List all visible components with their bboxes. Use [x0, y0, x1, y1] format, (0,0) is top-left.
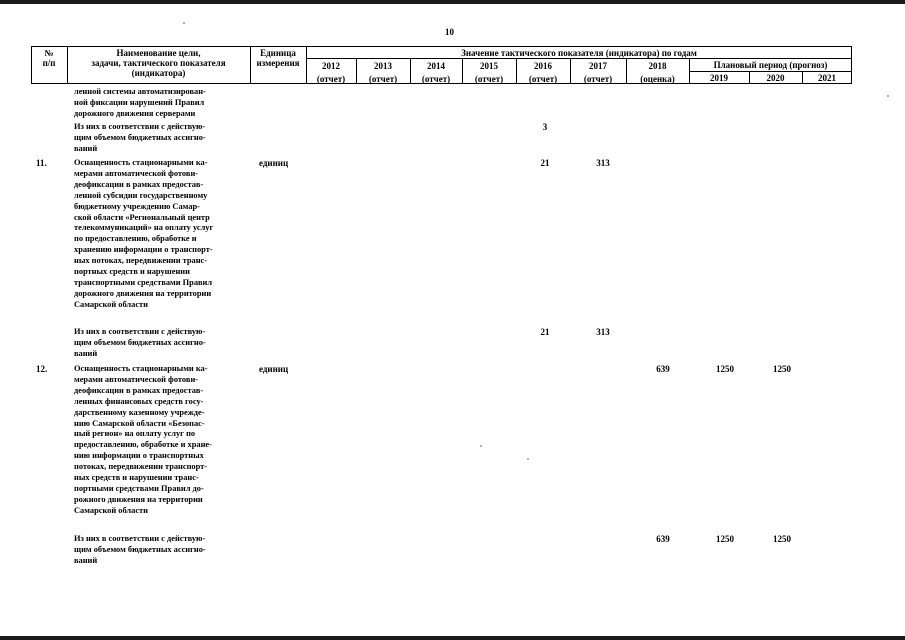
value-2017: 313 — [596, 158, 610, 168]
header-year-label: 2018 — [648, 61, 667, 71]
description-line: Самарской области — [74, 299, 148, 309]
description-line: рожного движения на территории — [74, 494, 203, 504]
header-plan-year-1: 2020 — [766, 73, 785, 83]
description-line: деофиксации в рамках предостав- — [74, 385, 204, 395]
row-description — [74, 534, 244, 567]
description-line: хранению информации о транспорт- — [74, 245, 213, 255]
description-line: Из них в соответствии с действую- — [74, 327, 206, 336]
header-year-4 — [516, 61, 570, 84]
description-line: по предоставлению, обработке и — [74, 234, 197, 244]
description-line: мерами автоматической фотови- — [74, 374, 199, 384]
scan-speck — [183, 22, 185, 24]
description-line: Из них в соответствии с действую- — [74, 534, 206, 543]
header-year-note: (отчет) — [316, 74, 346, 84]
value-2016: 21 — [540, 158, 550, 168]
header-unit-line: Единица — [260, 48, 296, 58]
scan-speck — [887, 95, 889, 97]
header-year-0 — [306, 61, 356, 84]
description-line: предоставлению, обработке и хране- — [74, 440, 212, 450]
page-number: 10 — [445, 27, 454, 37]
value-2020: 1250 — [773, 364, 791, 374]
value-2018: 639 — [656, 534, 670, 544]
description-line: ный регион» на оплату услуг по — [74, 429, 196, 439]
description-line: ных потоках, передвижении транс- — [74, 256, 208, 266]
description-line: ных средств и нарушении транс- — [74, 473, 199, 483]
description-line: мерами автоматической фотови- — [74, 168, 199, 178]
description-line: ваний — [74, 143, 98, 153]
value-2019: 1250 — [716, 364, 734, 374]
description-line: бюджетному учреждению Самар- — [74, 201, 200, 211]
description-line: ваний — [74, 348, 98, 358]
row-number: 12. — [36, 364, 48, 374]
scan-top-edge — [0, 0, 905, 4]
header-num-line: № — [44, 48, 54, 58]
header-values-title: Значение тактического показателя (индикатора) по годам — [461, 48, 697, 58]
header-year-label: 2016 — [534, 61, 552, 71]
header-num-line: п/п — [42, 58, 56, 68]
description-line: нию Самарской области «Безопас- — [74, 418, 205, 428]
description-line: Из них в соответствии с действую- — [74, 122, 206, 131]
header-year-note: (отчет) — [474, 74, 504, 84]
row-unit: единиц — [259, 158, 289, 168]
header-divider — [306, 58, 852, 59]
header-year-2 — [410, 61, 462, 84]
value-2018: 639 — [656, 364, 670, 374]
header-name-line: (индикатора) — [131, 68, 186, 78]
header-unit-line: измерения — [256, 58, 300, 68]
description-line: щим объемом бюджетных ассигно- — [74, 132, 206, 142]
description-line: потоках, передвижении транспорт- — [74, 462, 208, 472]
header-year-3 — [462, 61, 516, 84]
header-name-line: Наименование цели, — [116, 48, 201, 58]
header-plan-year-2: 2021 — [818, 73, 836, 83]
header-year-label: 2014 — [427, 61, 445, 71]
scan-bottom-edge — [0, 636, 905, 640]
description-line: ленной субсидии государственному — [74, 190, 208, 200]
header-divider — [689, 71, 852, 72]
row-number: 11. — [36, 158, 47, 168]
header-year-note: (отчет) — [421, 74, 451, 84]
header-year-label: 2017 — [589, 61, 607, 71]
description-line: нию информации о транспортных — [74, 451, 204, 461]
description-line: портными средствами Правил до- — [74, 483, 204, 493]
header-plan-title: Плановый период (прогноз) — [713, 60, 828, 70]
scan-speck — [527, 458, 529, 460]
header-year-label: 2013 — [374, 61, 392, 71]
description-line: деофиксации в рамках предостав- — [74, 179, 204, 189]
description-line: ной фиксации нарушений Правил — [74, 97, 205, 107]
header-year-1 — [356, 61, 410, 84]
description-line: транспортными средствами Правил — [74, 277, 213, 287]
description-line: дорожного движения на территории — [74, 288, 212, 298]
description-line: ленной системы автоматизирован- — [74, 87, 206, 96]
header-year-note: (отчет) — [368, 74, 398, 84]
value-2020: 1250 — [773, 534, 791, 544]
row-description — [74, 87, 244, 120]
description-line: дорожного движения серверами — [74, 108, 196, 118]
header-name-line: задачи, тактического показателя — [91, 58, 226, 68]
description-line: ской области «Региональный центр — [74, 212, 210, 222]
header-year-note: (оценка) — [640, 74, 675, 84]
header-num — [31, 48, 67, 68]
row-description — [74, 327, 244, 360]
description-line: Оснащенность стационарными ка- — [74, 364, 208, 373]
header-year-6 — [626, 61, 689, 84]
header-unit — [250, 48, 306, 68]
row-description — [74, 158, 244, 311]
description-line: Оснащенность стационарными ка- — [74, 158, 208, 167]
description-line: ленных финансовых средств госу- — [74, 396, 204, 406]
description-line: ваний — [74, 555, 98, 565]
description-line: портных средств и нарушении — [74, 267, 190, 277]
description-line: щим объемом бюджетных ассигно- — [74, 337, 206, 347]
header-year-note: (отчет) — [528, 74, 558, 84]
header-year-label: 2012 — [322, 61, 340, 71]
header-year-label: 2015 — [480, 61, 498, 71]
value-2017: 313 — [596, 327, 610, 337]
description-line: щим объемом бюджетных ассигно- — [74, 544, 206, 554]
row-description — [74, 364, 244, 517]
description-line: дарственному казенному учрежде- — [74, 407, 205, 417]
header-year-5 — [570, 61, 626, 84]
row-unit: единиц — [259, 364, 289, 374]
header-year-note: (отчет) — [583, 74, 613, 84]
header-plan-year-0: 2019 — [710, 73, 728, 83]
value-2019: 1250 — [716, 534, 734, 544]
value-2016: 3 — [542, 122, 548, 132]
value-2016: 21 — [540, 327, 550, 337]
description-line: телекоммуникаций» на оплату услуг — [74, 223, 214, 233]
scan-speck — [480, 445, 482, 447]
description-line: Самарской области — [74, 505, 148, 515]
header-name — [67, 48, 250, 78]
row-description — [74, 122, 244, 155]
